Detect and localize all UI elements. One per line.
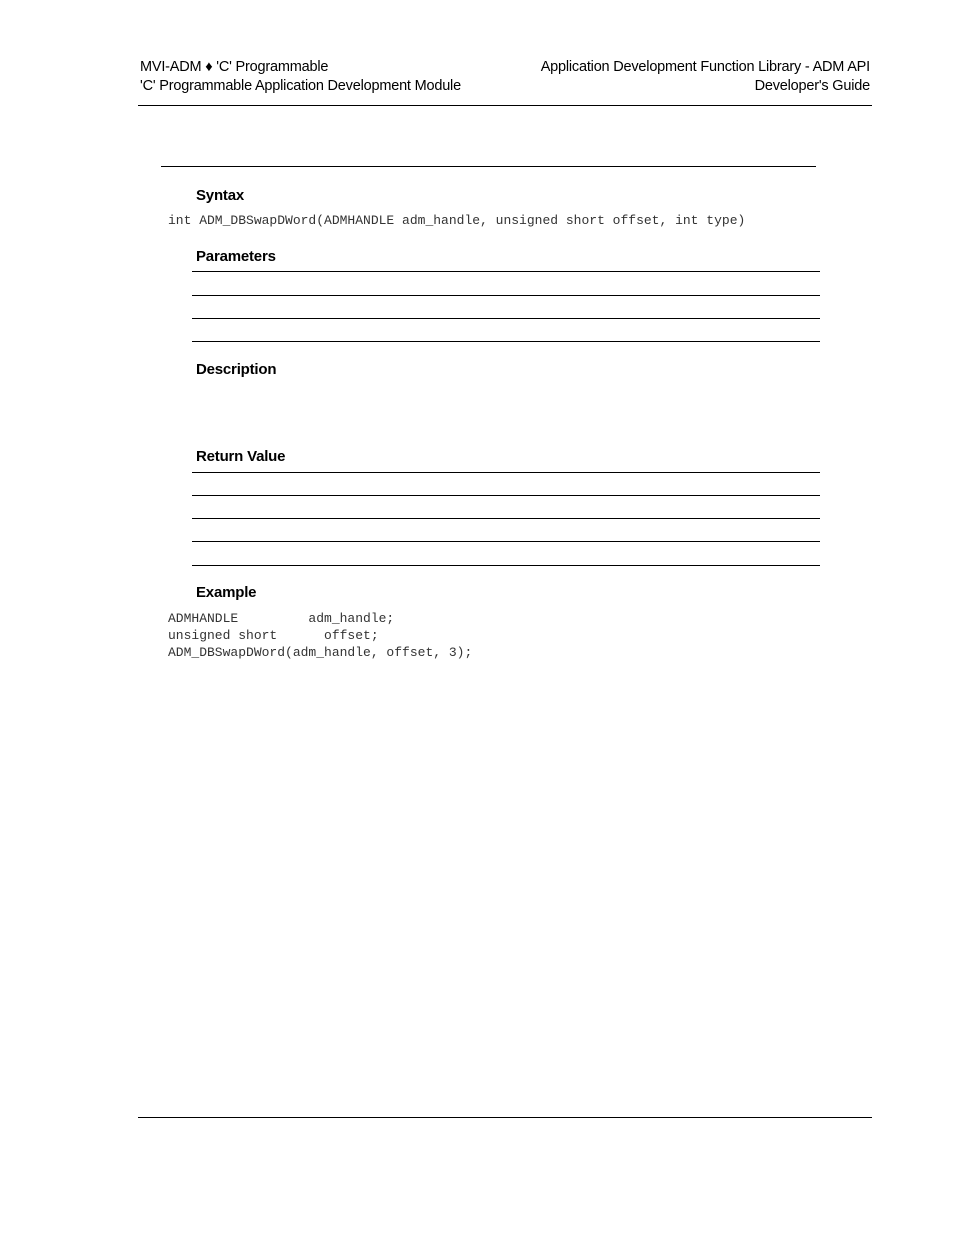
table-row-rule bbox=[192, 318, 820, 319]
parameters-heading: Parameters bbox=[196, 248, 276, 265]
table-row-rule bbox=[192, 341, 820, 342]
header-rule bbox=[138, 105, 872, 106]
example-code-line: ADMHANDLE adm_handle; bbox=[168, 611, 395, 626]
table-row-rule bbox=[192, 472, 820, 473]
header-right bbox=[541, 58, 870, 96]
description-heading: Description bbox=[196, 361, 277, 378]
footer-rule bbox=[138, 1117, 872, 1118]
header-document-title: Application Development Function Library - ADM API bbox=[540, 59, 870, 75]
table-row-rule bbox=[192, 271, 820, 272]
header-product-subtitle: 'C' Programmable Application Development Module bbox=[140, 78, 461, 94]
example-code-line: ADM_DBSwapDWord(adm_handle, offset, 3); bbox=[168, 645, 473, 660]
header-product-title: MVI-ADM ♦ 'C' Programmable bbox=[140, 59, 329, 75]
return-value-heading: Return Value bbox=[196, 448, 286, 465]
table-row-rule bbox=[192, 565, 820, 566]
table-row-rule bbox=[192, 495, 820, 496]
table-row-rule bbox=[192, 541, 820, 542]
syntax-heading: Syntax bbox=[196, 187, 244, 204]
example-heading: Example bbox=[196, 584, 257, 601]
syntax-code: int ADM_DBSwapDWord(ADMHANDLE adm_handle, unsigned short offset, int type) bbox=[168, 213, 746, 228]
table-row-rule bbox=[192, 295, 820, 296]
function-title-rule bbox=[161, 166, 816, 167]
header-document-subtitle: Developer's Guide bbox=[754, 78, 870, 94]
header-left bbox=[140, 58, 461, 96]
example-code-line: unsigned short offset; bbox=[168, 628, 379, 643]
table-row-rule bbox=[192, 518, 820, 519]
